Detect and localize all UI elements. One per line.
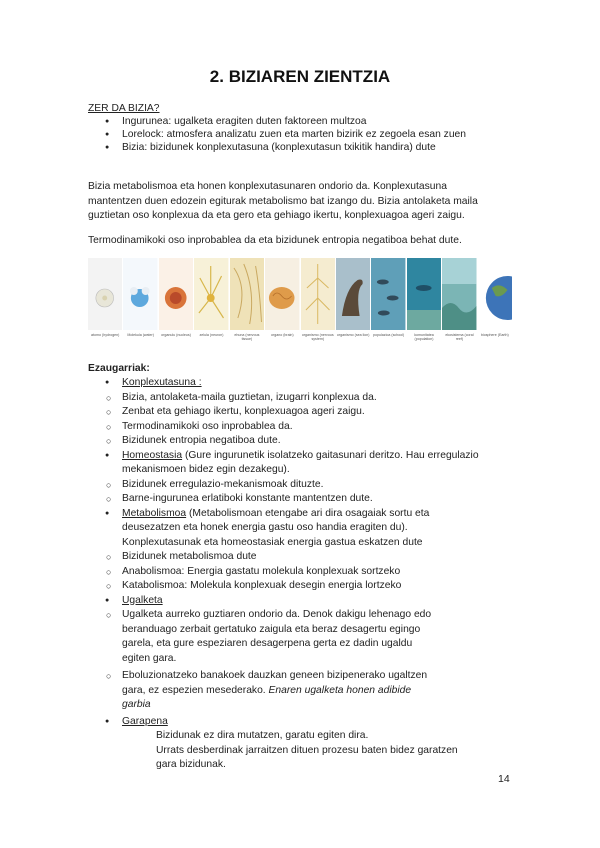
- list-item-ugalketa: [122, 594, 512, 713]
- paragraph-thermodynamics: Termodinamikoki oso inprobablea da eta bizidunek entropia negatiboa behat dute.: [88, 235, 462, 246]
- text-line: gara bizidunak.: [156, 759, 226, 770]
- tissue-image: [230, 258, 264, 330]
- molecule-image: [123, 258, 157, 330]
- list-item: ○ Anabolismoa: Energia gastatu molekula konplexuak sortzeko: [122, 565, 512, 580]
- page-number: 14: [498, 773, 510, 785]
- list-item-garapena: [122, 715, 512, 773]
- paragraph-line: mantentzen duen edozein egiturak metabolismo bat izango du. Bizia antolaketa maila: [88, 195, 478, 207]
- homeostasia-text: (Gure ingurunetik isolatzeko gaitasunari deritzo. Hau erregulazio: [182, 449, 479, 461]
- metabolismoa-text: (Metabolismoan etengabe ari dira osagaiak sortu eta: [186, 507, 430, 519]
- text-line: [122, 684, 512, 699]
- ugalketa-label: Ugalketa: [122, 594, 163, 606]
- caption: organulu (nucleus): [161, 333, 191, 337]
- characteristics-heading: Ezaugarriak:: [88, 363, 150, 374]
- caption: organo (brain): [271, 333, 294, 337]
- list-item: [122, 669, 512, 713]
- paragraph-line: guztietan oso konplexua da eta gero eta gehiago ikertu, konplexuagoa ageri zaigu.: [88, 210, 465, 221]
- text-span: gara, ez espezien mesederako.: [122, 684, 269, 696]
- list-item: ○ Barne-ingurunea erlatiboki konstante mantentzen dute.: [122, 492, 512, 507]
- metabolismoa-text-line3: Konplexutasunak eta homeostasiak energia gastua eskatzen dute: [122, 536, 423, 548]
- characteristics-list: [122, 376, 512, 773]
- homeostasia-text-line2: mekanismoen bidez egin dezakegu).: [122, 464, 290, 475]
- metabolismoa-text-line2: deusezatzen eta honek energia gastu oso handia eragiten du).: [122, 522, 408, 533]
- page-title: 2. BIZIAREN ZIENTZIA: [209, 67, 391, 86]
- caption: ehuna (nervous tissue): [234, 333, 260, 341]
- list-item-konplexutasuna: [122, 376, 512, 449]
- sublist: [122, 478, 512, 507]
- list-item: ○ Bizidunek erregulazio-mekanismoak dituzte.: [122, 478, 512, 493]
- list-item: ● Ingurunea: ugalketa eragiten duten faktoreen multzoa: [122, 115, 466, 128]
- text-line: egiten gara.: [122, 652, 177, 664]
- list-item-metabolismoa: [122, 507, 512, 594]
- list-item: ○ Zenbat eta gehiago ikertu, konplexuagoa ageri zaigu.: [122, 405, 512, 420]
- sublist: [122, 550, 512, 594]
- caption: Molekula (water): [127, 333, 154, 337]
- organization-levels-captions: [88, 333, 512, 341]
- homeostasia-label: Homeostasia: [122, 449, 183, 461]
- text-line: Urrats desberdinak jarraitzen dituen prozesu baten bidez garatzen: [156, 744, 458, 756]
- list-item: [122, 608, 512, 666]
- school-image: [371, 258, 405, 330]
- text-line: beranduago zerbait gertatuko zaigula eta beraz desagertu egingo: [122, 623, 421, 635]
- caption: atomo (hydrogen): [91, 333, 120, 337]
- list-item: ○ Katabolismoa: Molekula konplexuak desegin energia lortzeko: [122, 579, 512, 594]
- atom-image: [88, 258, 122, 330]
- text-line: ○ Eboluzionatzeko banakoek dauzkan geneen bizipenerako ugaltzen: [122, 670, 428, 681]
- caption: populazioa (school): [373, 333, 405, 337]
- list-item: ● Bizia: bizidunek konplexutasuna (konplexutasun txikitik handira) dute: [122, 141, 466, 154]
- text-line: ○ Ugalketa aurreko guztiaren ondorio da. Denok dakigu lehenago edo: [122, 609, 432, 620]
- intro-list: [122, 115, 466, 154]
- earth-image: [478, 258, 512, 330]
- text-line: Bizidunak ez dira mutatzen, garatu egiten dira.: [156, 730, 369, 741]
- caption: organismo (sea lion): [336, 333, 370, 337]
- sea-lion-image: [336, 258, 370, 330]
- list-item: ○ Bizidunek entropia negatiboa dute.: [122, 434, 512, 449]
- caption: organismo (nervous system): [301, 333, 334, 341]
- ecosystem-image: [442, 258, 476, 330]
- example-italic: Enaren ugalketa honen adibide: [268, 684, 412, 696]
- example-italic-line: garbia: [122, 699, 151, 710]
- paragraph-line: Bizia metabolismoa eta honen konplexutasunaren ondorio da. Konplexutasuna: [88, 181, 447, 192]
- text-line: garela, eta gure espeziaren desagerpena gerta ez dadin ugaldu: [122, 638, 413, 649]
- list-item: ○ Bizia, antolaketa-maila guztietan, izugarri konplexua da.: [122, 391, 512, 406]
- organization-levels-image: [88, 258, 512, 330]
- brain-image: [265, 258, 299, 330]
- paragraph-life-metabolism: [88, 180, 520, 224]
- what-is-life-heading: ZER DA BIZIA?: [88, 103, 160, 114]
- konplexutasuna-label: Konplexutasuna :: [122, 377, 202, 388]
- sublist: [122, 608, 512, 713]
- neuron-image: [194, 258, 228, 330]
- sublist: [122, 391, 512, 449]
- list-item: ○ Bizidunek metabolismoa dute: [122, 550, 512, 565]
- garapena-label: Garapena: [122, 715, 168, 727]
- organelle-image: [159, 258, 193, 330]
- nervous-system-image: [301, 258, 335, 330]
- metabolismoa-label: Metabolismoa: [122, 507, 187, 519]
- list-item: ○ Termodinamikoki oso inprobablea da.: [122, 420, 512, 435]
- caption: ekosistema (coral reef): [445, 333, 474, 341]
- community-image: [407, 258, 441, 330]
- list-item: ● Lorelock: atmosfera analizatu zuen eta marten bizirik ez zegoela esan zuen: [122, 128, 466, 141]
- caption: komunitatea (population): [414, 333, 434, 341]
- list-item-homeostasia: [122, 449, 512, 507]
- caption: zelula (neuron): [199, 333, 224, 337]
- caption: biosphere (Earth): [480, 333, 509, 337]
